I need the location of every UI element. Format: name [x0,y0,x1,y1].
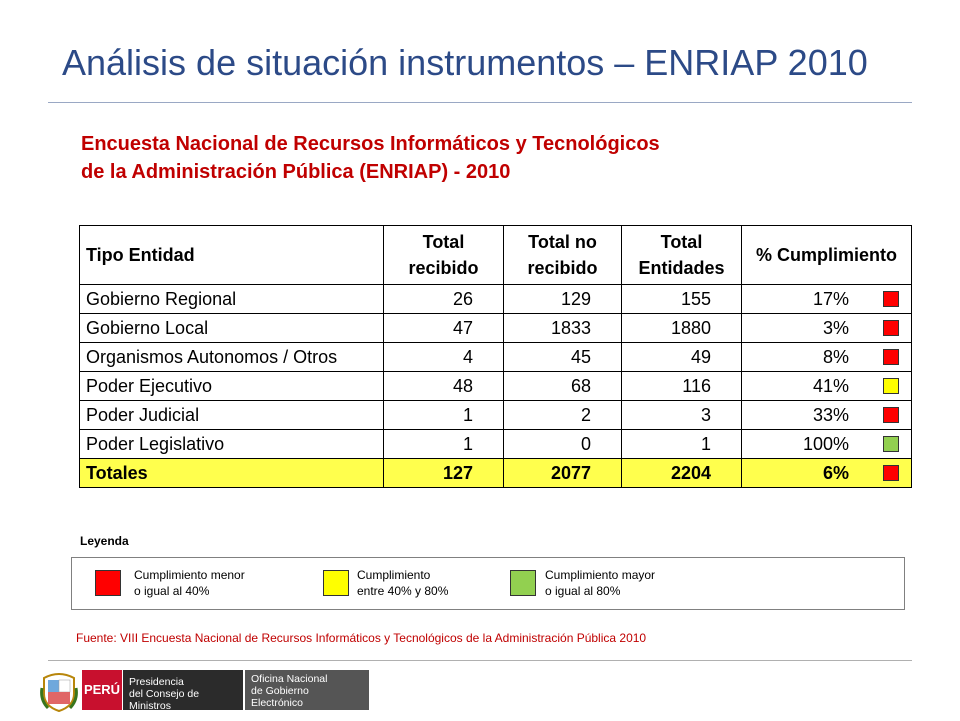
subtitle-line-2: de la Administración Pública (ENRIAP) - 2010 [81,161,511,183]
header-total-recibido: Total recibido [384,226,504,285]
cell-entidades: 49 [622,343,742,372]
status-square [883,320,899,336]
footer-logos [40,666,380,721]
cell-recibido: 4 [384,343,504,372]
coat-of-arms-icon [40,670,78,712]
cell-tipo: Organismos Autonomos / Otros [80,343,384,372]
legend-yellow-text: Cumplimiento entre 40% y 80% [357,568,449,598]
cell-cumplimiento: 8% [742,343,912,372]
cell-entidades: 1880 [622,314,742,343]
cell-cumplimiento: 100% [742,430,912,459]
cell-tipo: Totales [80,459,384,488]
status-square [883,436,899,452]
cell-cumplimiento: 6% [742,459,912,488]
cell-no-recibido: 2 [504,401,622,430]
status-square [883,291,899,307]
subtitle-line-1: Encuesta Nacional de Recursos Informáticos y Tecnológicos [81,133,660,155]
cell-recibido: 48 [384,372,504,401]
header-cumplimiento: % Cumplimiento [742,226,912,285]
cell-no-recibido: 129 [504,285,622,314]
cell-tipo: Gobierno Local [80,314,384,343]
pcm-logo: Presidencia del Consejo de Ministros [123,670,243,710]
cell-entidades: 3 [622,401,742,430]
cell-recibido: 26 [384,285,504,314]
cell-cumplimiento: 17% [742,285,912,314]
cell-recibido: 1 [384,430,504,459]
ongei-logo: Oficina Nacional de Gobierno Electrónico e Informática - ONGEI [245,670,369,710]
status-square [883,407,899,423]
title-divider [48,102,912,103]
table-row [80,372,912,401]
cell-entidades: 116 [622,372,742,401]
cell-tipo: Poder Legislativo [80,430,384,459]
legend-green-text: Cumplimiento mayor o igual al 80% [545,568,656,598]
table-row [80,285,912,314]
status-square [883,378,899,394]
peru-logo: PERÚ [82,670,122,710]
table-row [80,343,912,372]
footer-divider [48,660,912,661]
cell-entidades: 1 [622,430,742,459]
cell-no-recibido: 68 [504,372,622,401]
status-square [883,349,899,365]
cell-tipo: Poder Judicial [80,401,384,430]
cell-cumplimiento: 3% [742,314,912,343]
cell-cumplimiento: 33% [742,401,912,430]
totals-row [80,459,912,488]
cell-recibido: 127 [384,459,504,488]
legend-red-square [95,570,121,596]
cell-no-recibido: 45 [504,343,622,372]
cell-no-recibido: 0 [504,430,622,459]
legend-yellow-square [323,570,349,596]
cell-entidades: 155 [622,285,742,314]
legend-red-text: Cumplimiento menor o igual al 40% [134,568,245,598]
survey-subtitle [81,130,901,186]
compliance-table [79,225,912,488]
header-total-entidades: Total Entidades [622,226,742,285]
cell-recibido: 47 [384,314,504,343]
table-row [80,430,912,459]
legend-box [71,557,905,610]
cell-recibido: 1 [384,401,504,430]
status-square [883,465,899,481]
legend-label: Leyenda [80,534,129,548]
compliance-table-container [79,225,911,488]
cell-cumplimiento: 41% [742,372,912,401]
header-tipo-entidad: Tipo Entidad [80,226,384,285]
table-row [80,314,912,343]
header-total-no-recibido: Total no recibido [504,226,622,285]
table-header-row [80,226,912,285]
table-row [80,401,912,430]
cell-entidades: 2204 [622,459,742,488]
cell-no-recibido: 1833 [504,314,622,343]
cell-tipo: Gobierno Regional [80,285,384,314]
cell-tipo: Poder Ejecutivo [80,372,384,401]
source-note: Fuente: VIII Encuesta Nacional de Recursos Informáticos y Tecnológicos de la Administración Pública 2010 [76,631,647,645]
page-title: Análisis de situación instrumentos – ENRIAP 2010 [62,42,868,83]
cell-no-recibido: 2077 [504,459,622,488]
legend-green-square [510,570,536,596]
